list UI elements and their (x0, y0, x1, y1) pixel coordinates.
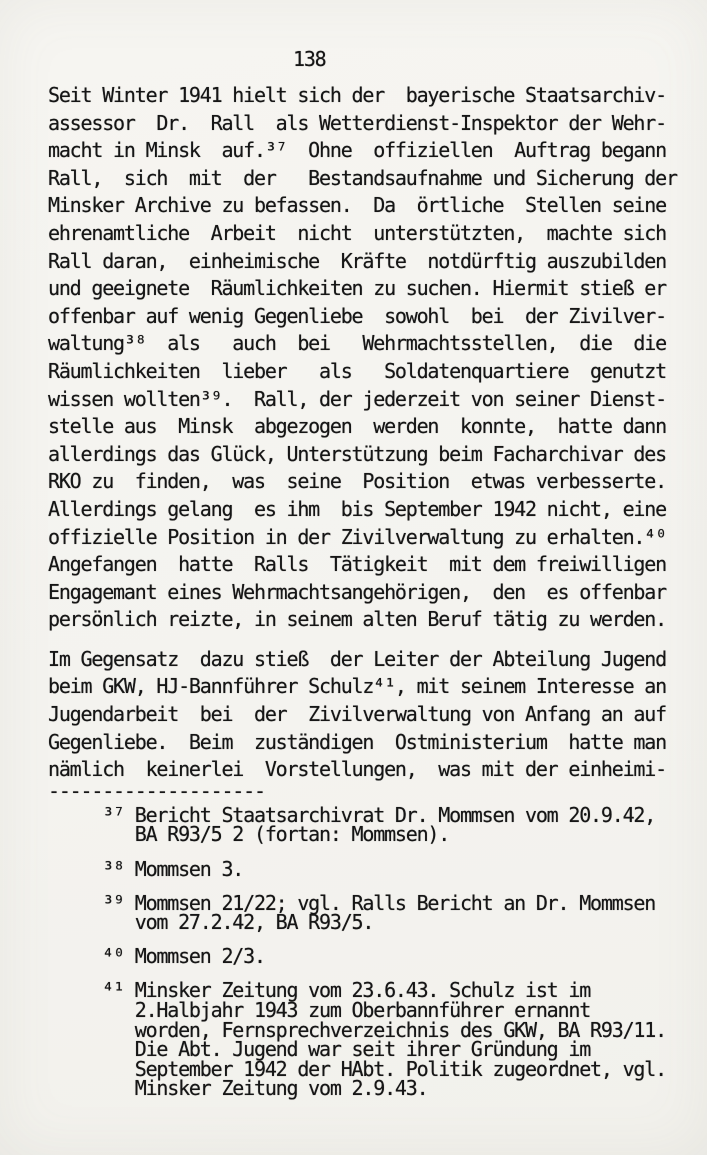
text-line: ehrenamtliche Arbeit nicht unterstützten, machte sich (48, 220, 666, 245)
text-line: beim GKW, HJ-Bannführer Schulz⁴¹, mit seinem Interesse an (48, 674, 666, 699)
text-line: Jugendarbeit bei der Zivilverwaltung von Anfang an auf (48, 702, 666, 727)
text-line: assessor Dr. Rall als Wetterdienst-Inspektor der Wehr- (48, 110, 666, 135)
page-number: 138 (293, 47, 326, 71)
footnote-line: September 1942 der HAbt. Politik zugeordnet, vgl. (48, 1056, 666, 1081)
text-line: Engagemant eines Wehrmachtsangehörigen, den es offenbar (48, 579, 666, 604)
text-line: Seit Winter 1941 hielt sich der bayerische Staatsarchiv- (48, 83, 666, 107)
footnotes (48, 802, 688, 1101)
footnote-item-40 (48, 944, 688, 969)
text-line: stelle aus Minsk abgezogen werden konnte, hatte dann (48, 414, 666, 439)
footnote-item-38 (48, 856, 688, 881)
text-line: nämlich keinerlei Vorstellungen, was mit der einheimi- (48, 757, 666, 782)
footnote-line: worden, Fernsprechverzeichnis des GKW, BA R93/11. (48, 1017, 666, 1042)
footnote-item-39 (48, 890, 688, 935)
text-line: RKO zu finden, was seine Position etwas verbesserte. (48, 469, 666, 494)
text-line: allerdings das Glück, Unterstützung beim Facharchivar des (48, 441, 666, 466)
text-line: waltung³⁸ als auch bei Wehrmachtsstellen, die die (48, 331, 666, 356)
text-line: wissen wollten³⁹. Rall, der jederzeit von seiner Dienst- (48, 386, 666, 411)
footnote-line: ⁴⁰ Mommsen 2/3. (48, 944, 265, 969)
text-line: offenbar auf wenig Gegenliebe sowohl bei der Zivilver- (48, 303, 666, 328)
footnote-line: Die Abt. Jugend war seit ihrer Gründung im (48, 1037, 591, 1062)
text-line: offizielle Position in der Zivilverwaltung zu erhalten.⁴⁰ (48, 524, 666, 549)
text-line: persönlich reizte, in seinem alten Beruf tätig zu werden. (48, 607, 666, 632)
footnote-line: ⁴¹ Minsker Zeitung vom 23.6.43. Schulz ist im (48, 978, 591, 1003)
footnote-line: ³⁹ Mommsen 21/22; vgl. Ralls Bericht an Dr. Mommsen (48, 890, 656, 915)
text-line: Rall daran, einheimische Kräfte notdürftig auszubilden (48, 248, 666, 273)
footnote-line: 2.Halbjahr 1943 zum Oberbannführer ernannt (48, 998, 591, 1022)
footnote-line: vom 27.2.42, BA R93/5. (48, 910, 374, 935)
footnote-item-37 (48, 802, 688, 847)
paragraph-2 (48, 646, 688, 784)
footnote-line: Minsker Zeitung vom 2.9.43. (48, 1076, 428, 1101)
text-line: Minsker Archive zu befassen. Da örtliche Stellen seine (48, 193, 666, 218)
footnote-line: ³⁷ Bericht Staatsarchivrat Dr. Mommsen vom 20.9.42, (48, 802, 656, 827)
text-line: Im Gegensatz dazu stieß der Leiter der Abteilung Jugend (48, 646, 666, 671)
paragraph-1 (48, 82, 688, 634)
text-line: Allerdings gelang es ihm bis September 1942 nicht, eine (48, 496, 666, 521)
text-line: Gegenliebe. Beim zuständigen Ostministerium hatte man (48, 729, 666, 754)
footnote-separator: -------------------- (48, 778, 265, 803)
page-content (48, 82, 688, 1113)
text-line: Rall, sich mit der Bestandsaufnahme und Sicherung der (48, 165, 677, 190)
footnote-line: BA R93/5 2 (fortan: Mommsen). (48, 822, 450, 847)
text-line: macht in Minsk auf.³⁷ Ohne offiziellen Auftrag begann (48, 138, 666, 163)
text-line: Angefangen hatte Ralls Tätigkeit mit dem freiwilligen (48, 552, 666, 577)
footnote-item-41 (48, 978, 688, 1101)
text-line: und geeignete Räumlichkeiten zu suchen. Hiermit stieß er (48, 276, 666, 301)
text-line: Räumlichkeiten lieber als Soldatenquartiere genutzt (48, 358, 666, 383)
footnote-line: ³⁸ Mommsen 3. (48, 856, 244, 881)
